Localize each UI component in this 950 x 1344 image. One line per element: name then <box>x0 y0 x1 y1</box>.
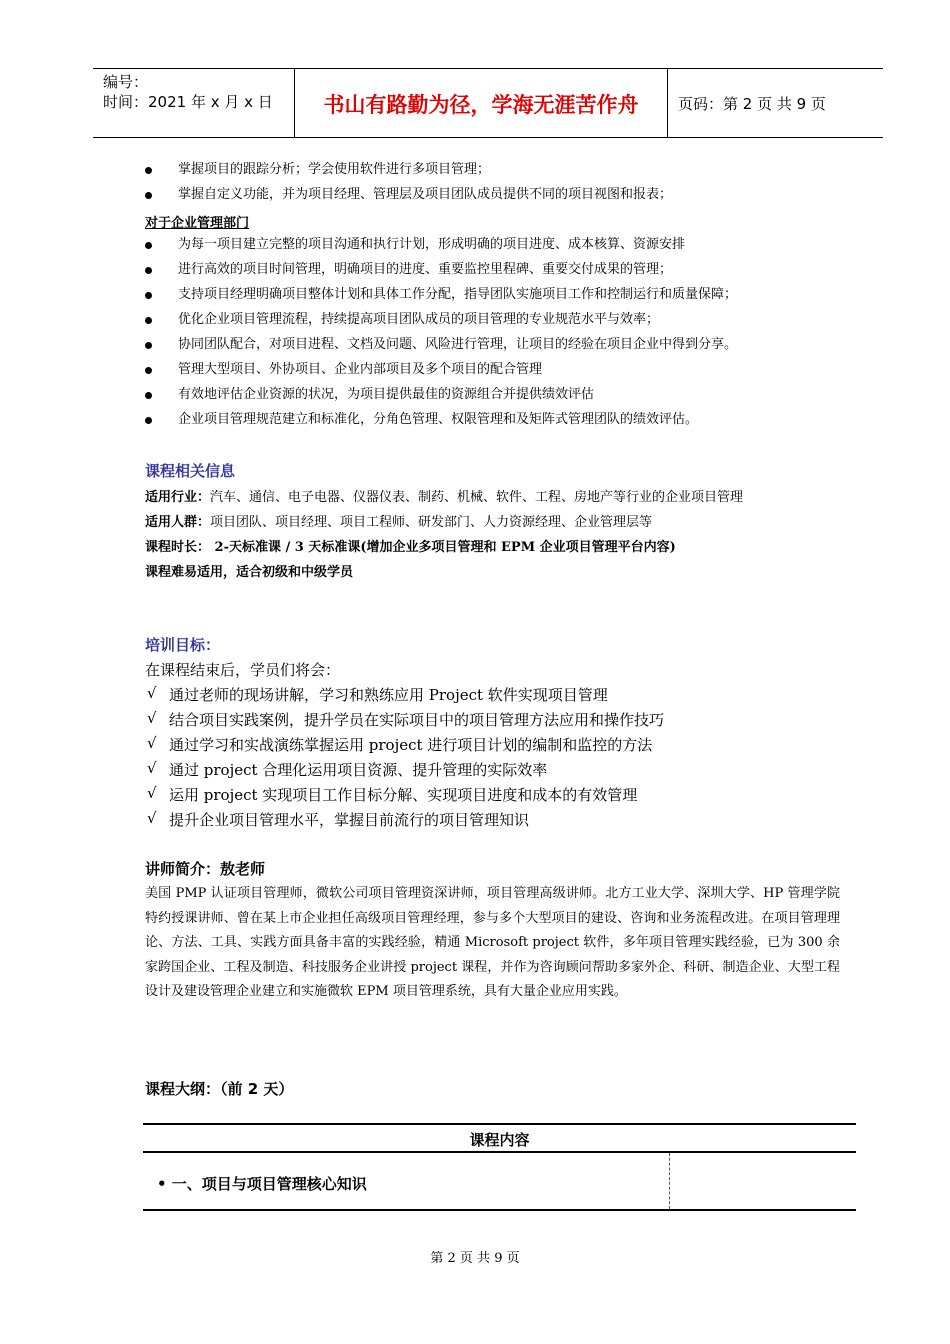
header-left-cell <box>93 69 295 137</box>
lecturer-bio: 美国 PMP 认证项目管理师，微软公司项目管理资深讲师，项目管理高级讲师。北方工业大学、深圳大学、HP 管理学院特约授课讲师、曾在某上市企业担任高级项目管理经理，参与多个大型项目的建设、咨询和业务流程改进。在项目管理理论、方法、工具、实践方面具备丰富的实践经验，精通 Microsoft project 软件，多年项目管理实践经验，已为 300 余家跨国企业、工程及制造、科技服务企业讲授 project 课程，并作为咨询顾问帮助多家外企、科研、制造企业、大型工程设计及建设管理企业建立和实施微软 EPM 项目管理系统，具有大量企业应用实践。 <box>145 886 840 1000</box>
bullet-dot-icon <box>145 367 152 374</box>
outline-heading: 课程大纲：（前 2 天） <box>145 1080 294 1098</box>
course-info-heading: 课程相关信息 <box>145 462 236 480</box>
industry-line <box>145 486 743 505</box>
lecturer-heading: 讲师简介：敖老师 <box>145 860 266 878</box>
bullet-dot-icon <box>145 342 152 349</box>
time-label: 时间：2021 年 x 月 x 日 <box>103 93 273 111</box>
check-icon: √ <box>147 809 157 827</box>
bullet-dot-icon <box>145 267 152 274</box>
check-icon: √ <box>147 734 157 752</box>
bullet-dot-icon <box>145 242 152 249</box>
enterprise-heading: 对于企业管理部门 <box>145 216 250 231</box>
duration-line: 课程时长： 2-天标准课 / 3 天标准课(增加企业多项目管理和 EPM 企业项目管理平台内容) <box>145 540 676 555</box>
bullet-dot-icon <box>145 317 152 324</box>
audience-value: 项目团队、项目经理、项目工程师、研发部门、人力资源经理、企业管理层等 <box>210 515 653 530</box>
check-icon: √ <box>147 759 157 777</box>
table-header: 课程内容 <box>469 1131 530 1149</box>
bullet-dot-icon <box>145 167 152 174</box>
check-icon: √ <box>147 784 157 802</box>
bullet-dot-icon <box>145 192 152 199</box>
header-right-cell <box>668 69 883 137</box>
bullet-dot-icon <box>145 417 152 424</box>
table-rule <box>143 1209 856 1211</box>
page-number-label: 页码：第 2 页 共 9 页 <box>678 95 826 113</box>
industry-label: 适用行业： <box>145 490 211 505</box>
audience-label: 适用人群： <box>145 515 211 530</box>
table-row: • 一、项目与项目管理核心知识 <box>157 1175 367 1193</box>
serial-label: 编号： <box>103 73 149 91</box>
check-icon: √ <box>147 709 157 727</box>
bullet-dot-icon <box>145 392 152 399</box>
outline-table <box>143 1123 856 1211</box>
bullet-dot-icon <box>145 292 152 299</box>
page-header <box>93 68 883 138</box>
audience-line <box>145 511 652 530</box>
industry-value: 汽车、通信、电子电器、仪器仪表、制药、机械、软件、工程、房地产等行业的企业项目管理 <box>210 490 744 505</box>
training-intro: 在课程结束后，学员们将会： <box>145 661 341 679</box>
training-heading: 培训目标： <box>145 636 221 654</box>
difficulty-line: 课程难易适用，适合初级和中级学员 <box>145 565 354 580</box>
table-rule <box>143 1151 856 1153</box>
header-center-cell <box>295 69 668 137</box>
column-divider <box>669 1153 670 1209</box>
header-motto: 书山有路勤为径，学海无涯苦作舟 <box>323 93 639 117</box>
table-rule <box>143 1123 856 1125</box>
page-footer: 第 2 页 共 9 页 <box>430 1251 520 1266</box>
check-icon: √ <box>147 684 157 702</box>
